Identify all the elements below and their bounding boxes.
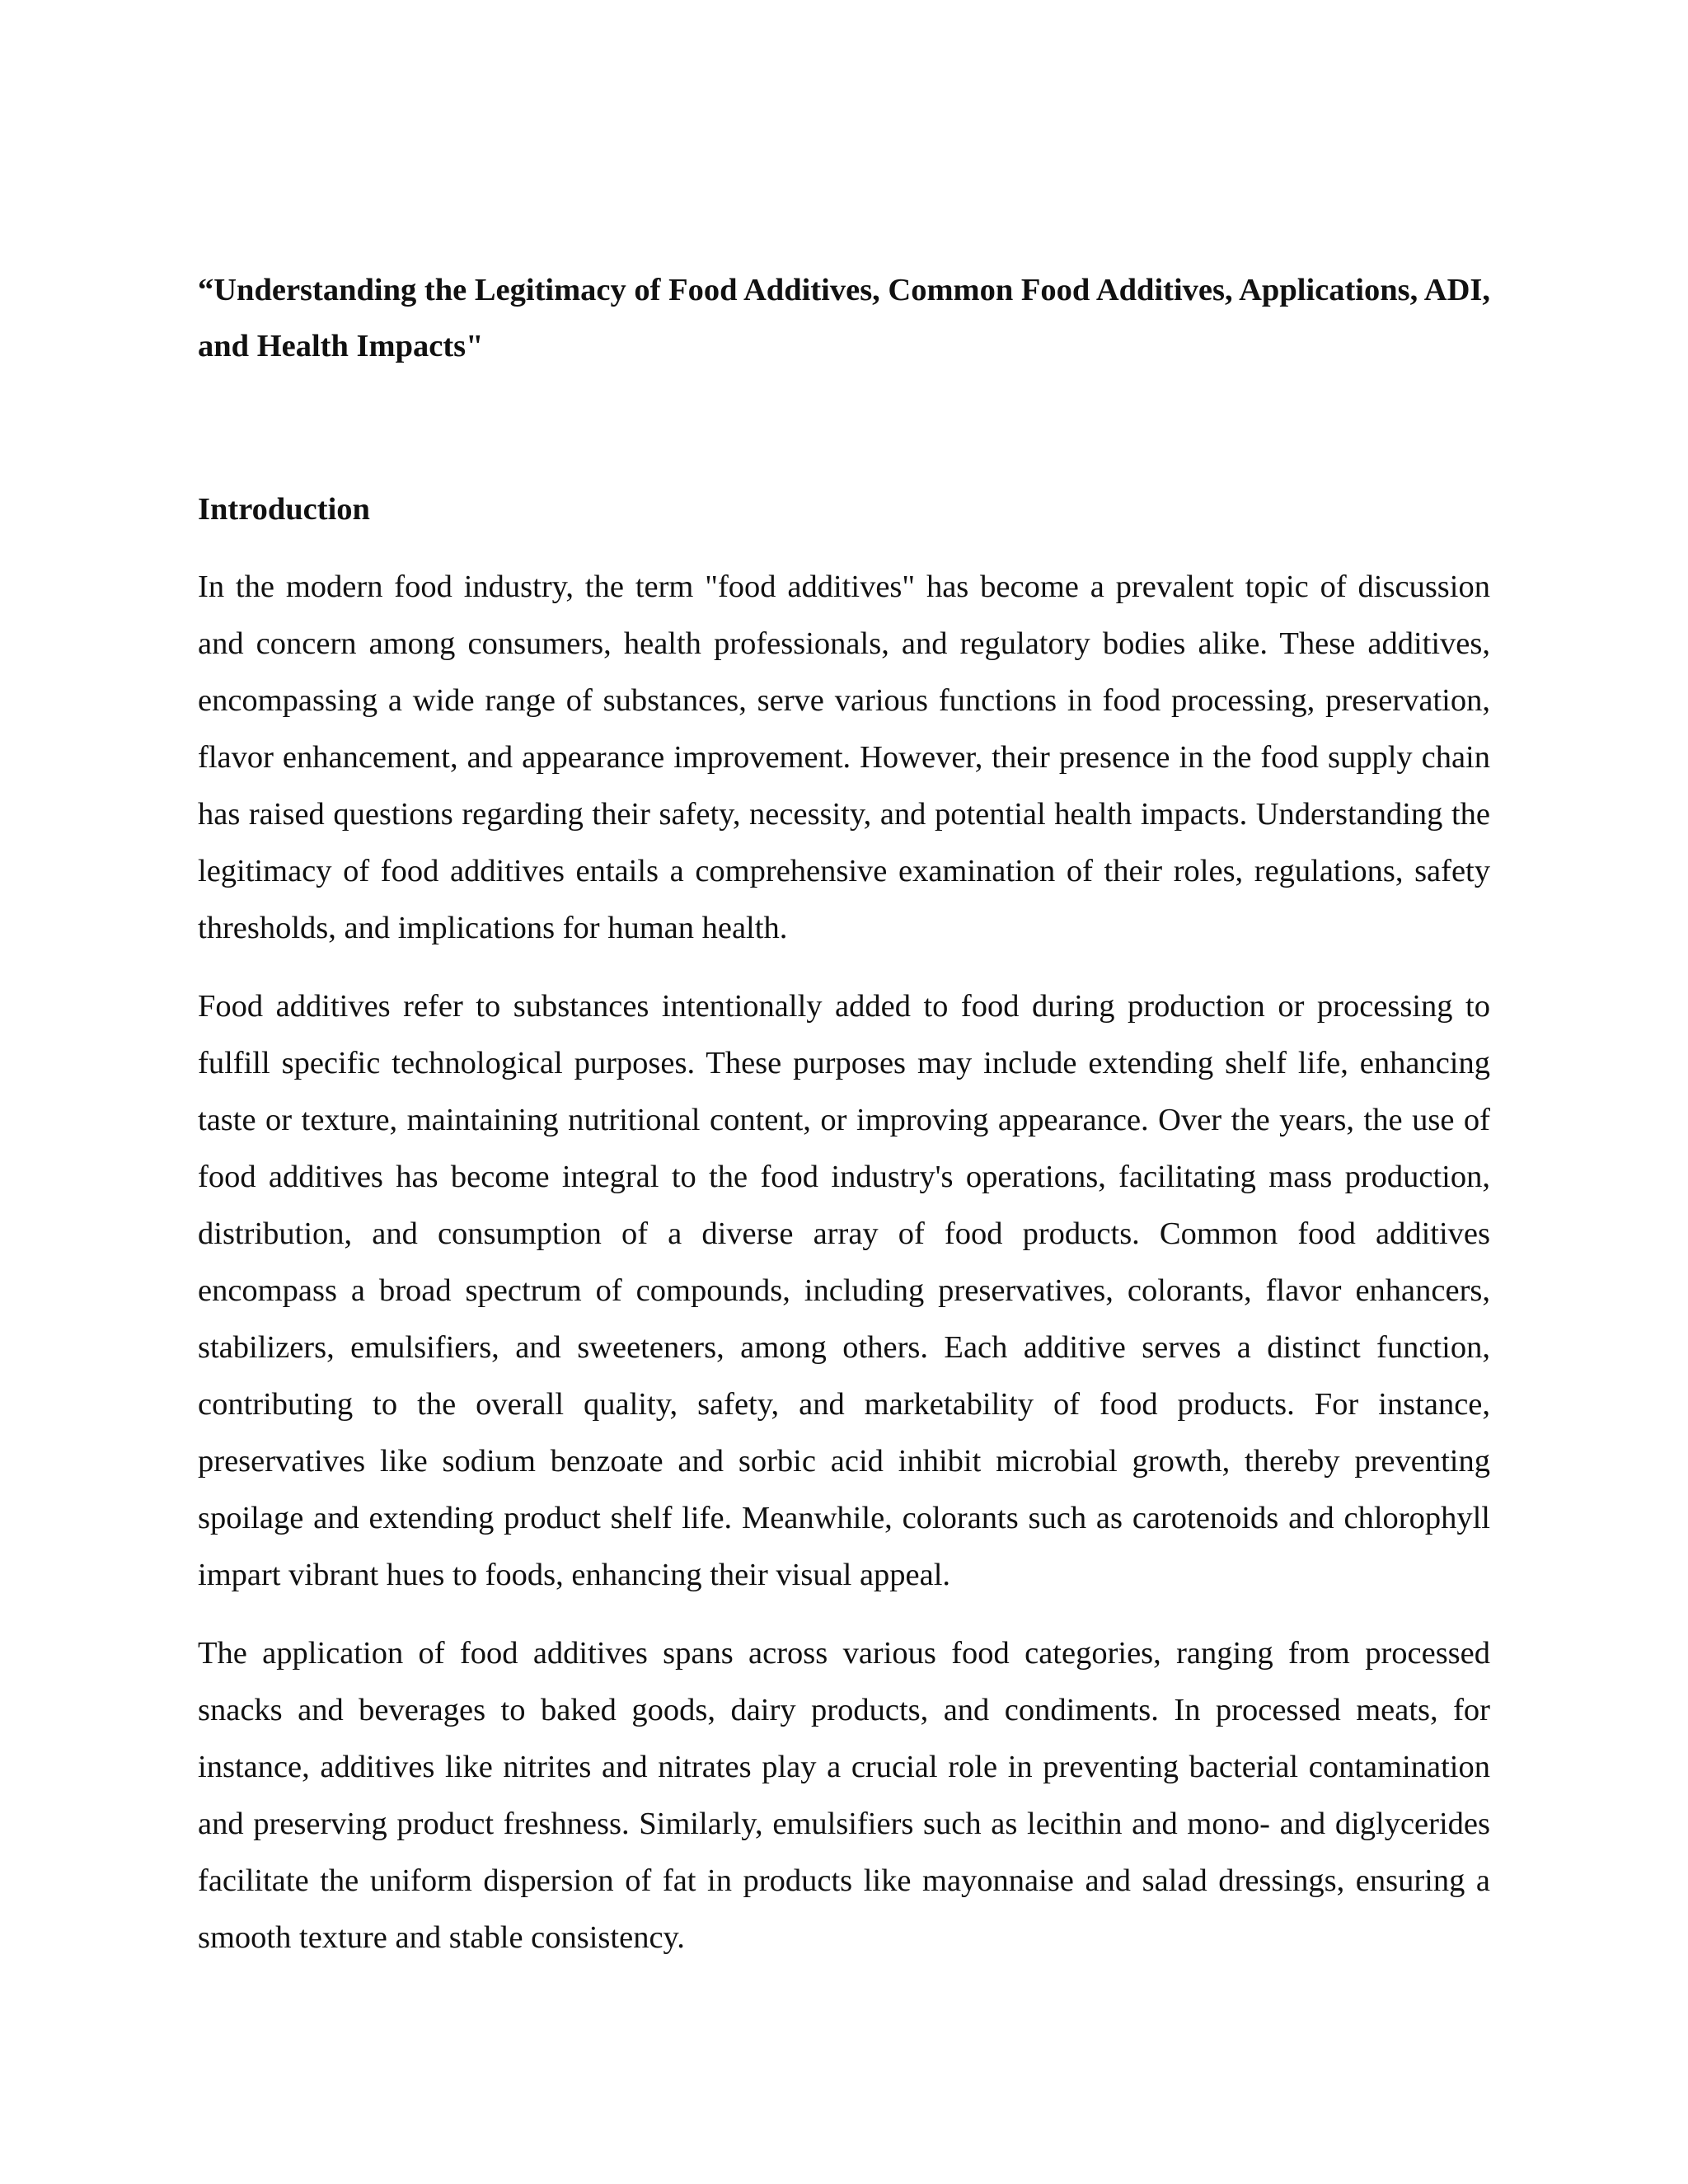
document-title: “Understanding the Legitimacy of Food Additives, Common Food Additives, Applications, ADI, and Health Impacts" [198, 273, 1490, 363]
paragraph-3: The application of food additives spans across various food categories, ranging from processed snacks and beverages to baked goods, dairy products, and condiments. In processed meats, for instance, additives like nitrites and nitrates play a crucial role in preventing bacterial contamination and preserving product freshness. Similarly, emulsifiers such as lecithin and mono- and diglycerides facilitate the uniform dispersion of fat in products like mayonnaise and salad dressings, ensuring a smooth texture and stable consistency. [198, 1636, 1490, 1955]
document-body [198, 262, 1490, 1966]
paragraph-2: Food additives refer to substances intentionally added to food during production or processing to fulfill specific technological purposes. These purposes may include extending shelf life, enhancing taste or texture, maintaining nutritional content, or improving appearance. Over the years, the use of food additives has become integral to the food industry's operations, facilitating mass production, distribution, and consumption of a diverse array of food products. Common food additives encompass a broad spectrum of compounds, including preservatives, colorants, flavor enhancers, stabilizers, emulsifiers, and sweeteners, among others. Each additive serves a distinct function, contributing to the overall quality, safety, and marketability of food products. For instance, preservatives like sodium benzoate and sorbic acid inhibit microbial growth, thereby preventing spoilage and extending product shelf life. Meanwhile, colorants such as carotenoids and chlorophyll impart vibrant hues to foods, enhancing their visual appeal. [198, 989, 1490, 1592]
section-heading-introduction: Introduction [198, 492, 370, 527]
paragraph-1: In the modern food industry, the term "food additives" has become a prevalent topic of discussion and concern among consumers, health professionals, and regulatory bodies alike. These additives, encompassing a wide range of substances, serve various functions in food processing, preservation, flavor enhancement, and appearance improvement. However, their presence in the food supply chain has raised questions regarding their safety, necessity, and potential health impacts. Understanding the legitimacy of food additives entails a comprehensive examination of their roles, regulations, safety thresholds, and implications for human health. [198, 569, 1490, 945]
